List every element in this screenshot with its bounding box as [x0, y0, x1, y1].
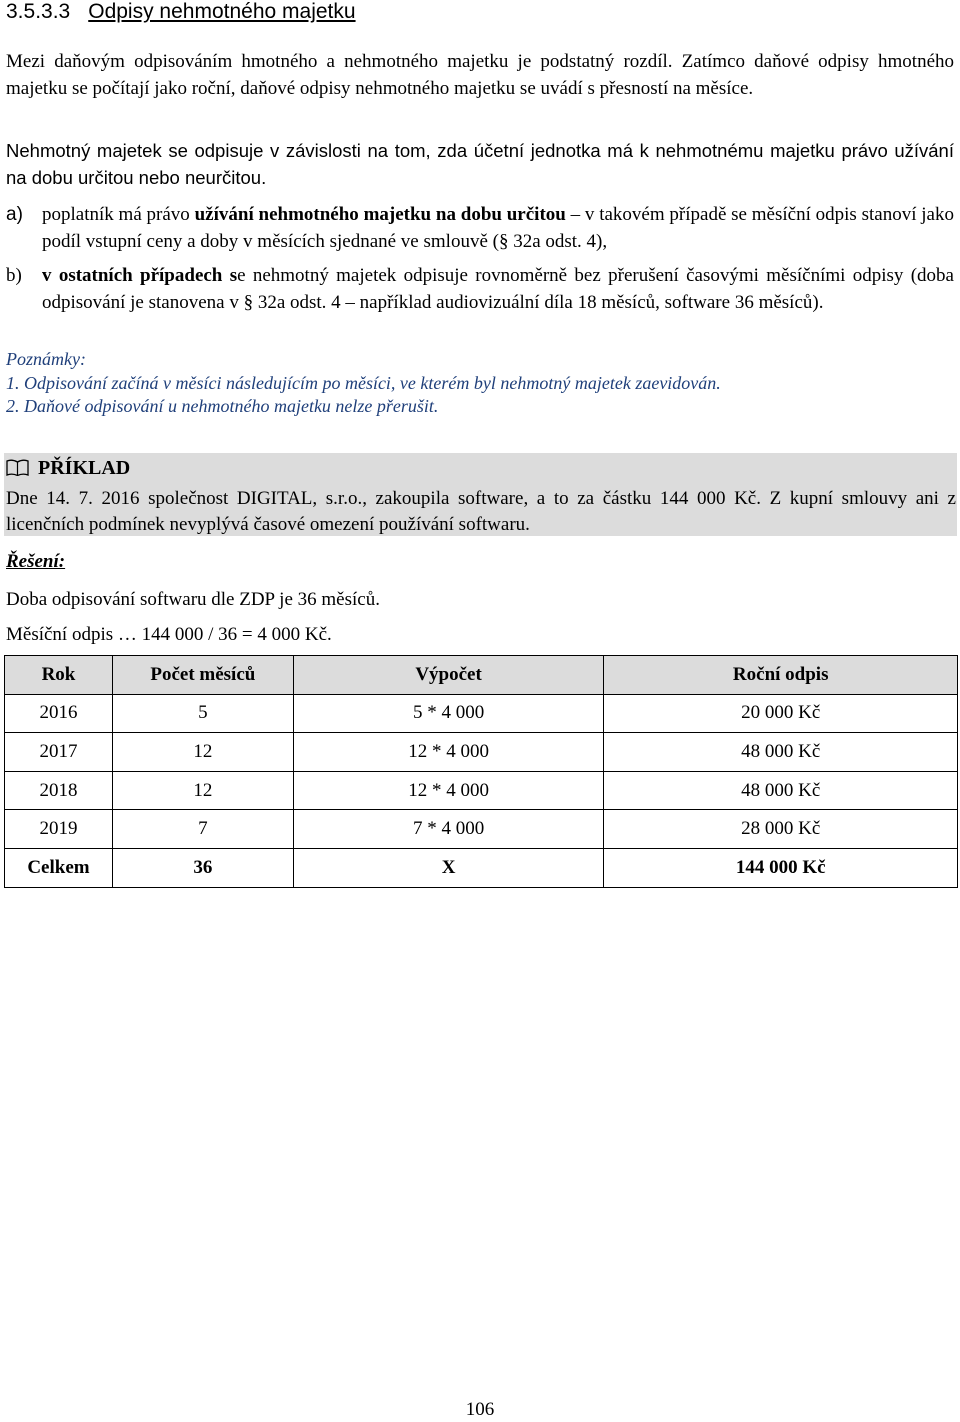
table-cell: 2018 — [5, 771, 113, 810]
table-header-row — [5, 656, 958, 695]
table-header: Rok — [5, 656, 113, 695]
table-header: Výpočet — [293, 656, 604, 695]
table-row — [5, 810, 958, 849]
table-cell: 5 * 4 000 — [293, 694, 604, 733]
table-cell: 28 000 Kč — [604, 810, 958, 849]
table-cell: 2016 — [5, 694, 113, 733]
notes-block — [6, 348, 954, 419]
table-cell: 7 * 4 000 — [293, 810, 604, 849]
table-total-row — [5, 848, 958, 887]
table-cell: 48 000 Kč — [604, 771, 958, 810]
table-cell: 7 — [112, 810, 293, 849]
solution-line-2: Měsíční odpis … 144 000 / 36 = 4 000 Kč. — [6, 624, 332, 645]
table-cell: 12 * 4 000 — [293, 733, 604, 772]
table-cell: 48 000 Kč — [604, 733, 958, 772]
table-cell: 12 — [112, 771, 293, 810]
table-cell: Celkem — [5, 848, 113, 887]
list-item-a: a) poplatník má právo užívání nehmotného majetku na dobu určitou – v takovém případě se měsíční odpis stanoví jako podíl vstupní ceny a doby v měsících sjednané ve smlouvě (§ 32a odst. 4), — [6, 204, 954, 252]
table-row — [5, 694, 958, 733]
example-title: PŘÍKLAD — [6, 455, 130, 481]
table-row — [5, 771, 958, 810]
section-heading — [6, 0, 356, 26]
note-item: 1. Odpisování začíná v měsíci následujícím po měsíci, ve kterém byl nehmotný majetek zaevidován. — [6, 372, 721, 393]
table-cell: 20 000 Kč — [604, 694, 958, 733]
note-item: 2. Daňové odpisování u nehmotného majetku nelze přerušit. — [6, 396, 439, 416]
table-cell: 2019 — [5, 810, 113, 849]
page-number: 106 — [465, 1399, 495, 1420]
list-item-emphasis: užívání nehmotného majetku na dobu určitou — [194, 204, 566, 225]
table-row — [5, 733, 958, 772]
table-header: Počet měsíců — [112, 656, 293, 695]
section-title: Odpisy nehmotného majetku — [88, 0, 356, 23]
intro-paragraph: Mezi daňovým odpisováním hmotného a nehmotného majetku je podstatný rozdíl. Zatímco daňové odpisy hmotného majetku se počítají jako roční, daňové odpisy nehmotného majetku se uvádí s přesností na měsíce. — [6, 51, 954, 99]
example-text: Dne 14. 7. 2016 společnost DIGITAL, s.r.o., zakoupila software, a to za částku 144 000 Kč. Z kupní smlouvy ani z licenčních podmínek nevyplývá časové omezení používání softwaru. — [6, 488, 956, 535]
solution-label: Řešení: — [6, 551, 66, 572]
book-icon — [6, 459, 29, 476]
list-marker: a) — [6, 204, 23, 225]
list-item-b: b) v ostatních případech se nehmotný majetek odpisuje rovnoměrně bez přerušení časovými měsíčními odpisy (doba odpisování je stanovena v § 32a odst. 4 – například audiovizuální díla 18 měsíců, software 36 měsíců). — [6, 265, 954, 313]
table-cell: 5 — [112, 694, 293, 733]
table-header: Roční odpis — [604, 656, 958, 695]
table-cell: 144 000 Kč — [604, 848, 958, 887]
notes-label: Poznámky: — [6, 349, 86, 369]
rule-paragraph: Nehmotný majetek se odpisuje v závislosti na tom, zda účetní jednotka má k nehmotnému majetku právo užívání na dobu určitou nebo neurčitou. — [6, 140, 954, 188]
section-number: 3.5.3.3 — [6, 0, 71, 23]
table-cell: 2017 — [5, 733, 113, 772]
table-cell: X — [293, 848, 604, 887]
solution-line-1: Doba odpisování softwaru dle ZDP je 36 měsíců. — [6, 589, 380, 610]
table-cell: 12 — [112, 733, 293, 772]
table-cell: 12 * 4 000 — [293, 771, 604, 810]
table-cell: 36 — [112, 848, 293, 887]
list-marker: b) — [6, 265, 22, 286]
list-item-emphasis: v ostatních případech s — [42, 265, 238, 286]
depreciation-table — [4, 655, 958, 888]
